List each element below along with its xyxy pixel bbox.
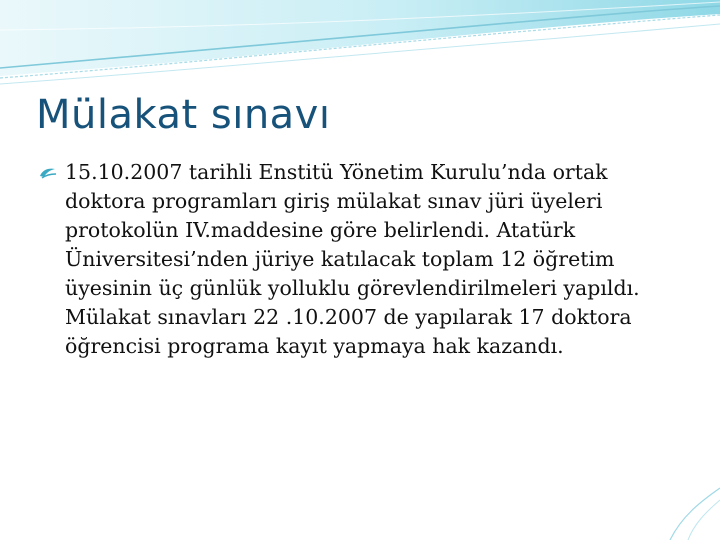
- decorative-corner-swirl: [630, 480, 720, 540]
- bullet-item: [38, 158, 678, 361]
- slide-body: [38, 158, 678, 361]
- slide-title: Mülakat sınavı: [36, 92, 331, 138]
- flourish-bullet-icon: [38, 165, 58, 181]
- decorative-wave-band: [0, 0, 720, 90]
- bullet-text: 15.10.2007 tarihli Enstitü Yönetim Kurulu’nda ortak doktora programları giriş mülakat sınav jüri üyeleri protokolün IV.maddesine göre belirlendi. Atatürk Üniversitesi’nden jüriye katılacak toplam 12 öğretim üyesinin üç günlük yolluklu görevlendirilmeleri yapıldı. Mülakat sınavları 22 .10.2007 de yapılarak 17 doktora öğrencisi programa kayıt yapmaya hak kazandı.: [65, 160, 640, 358]
